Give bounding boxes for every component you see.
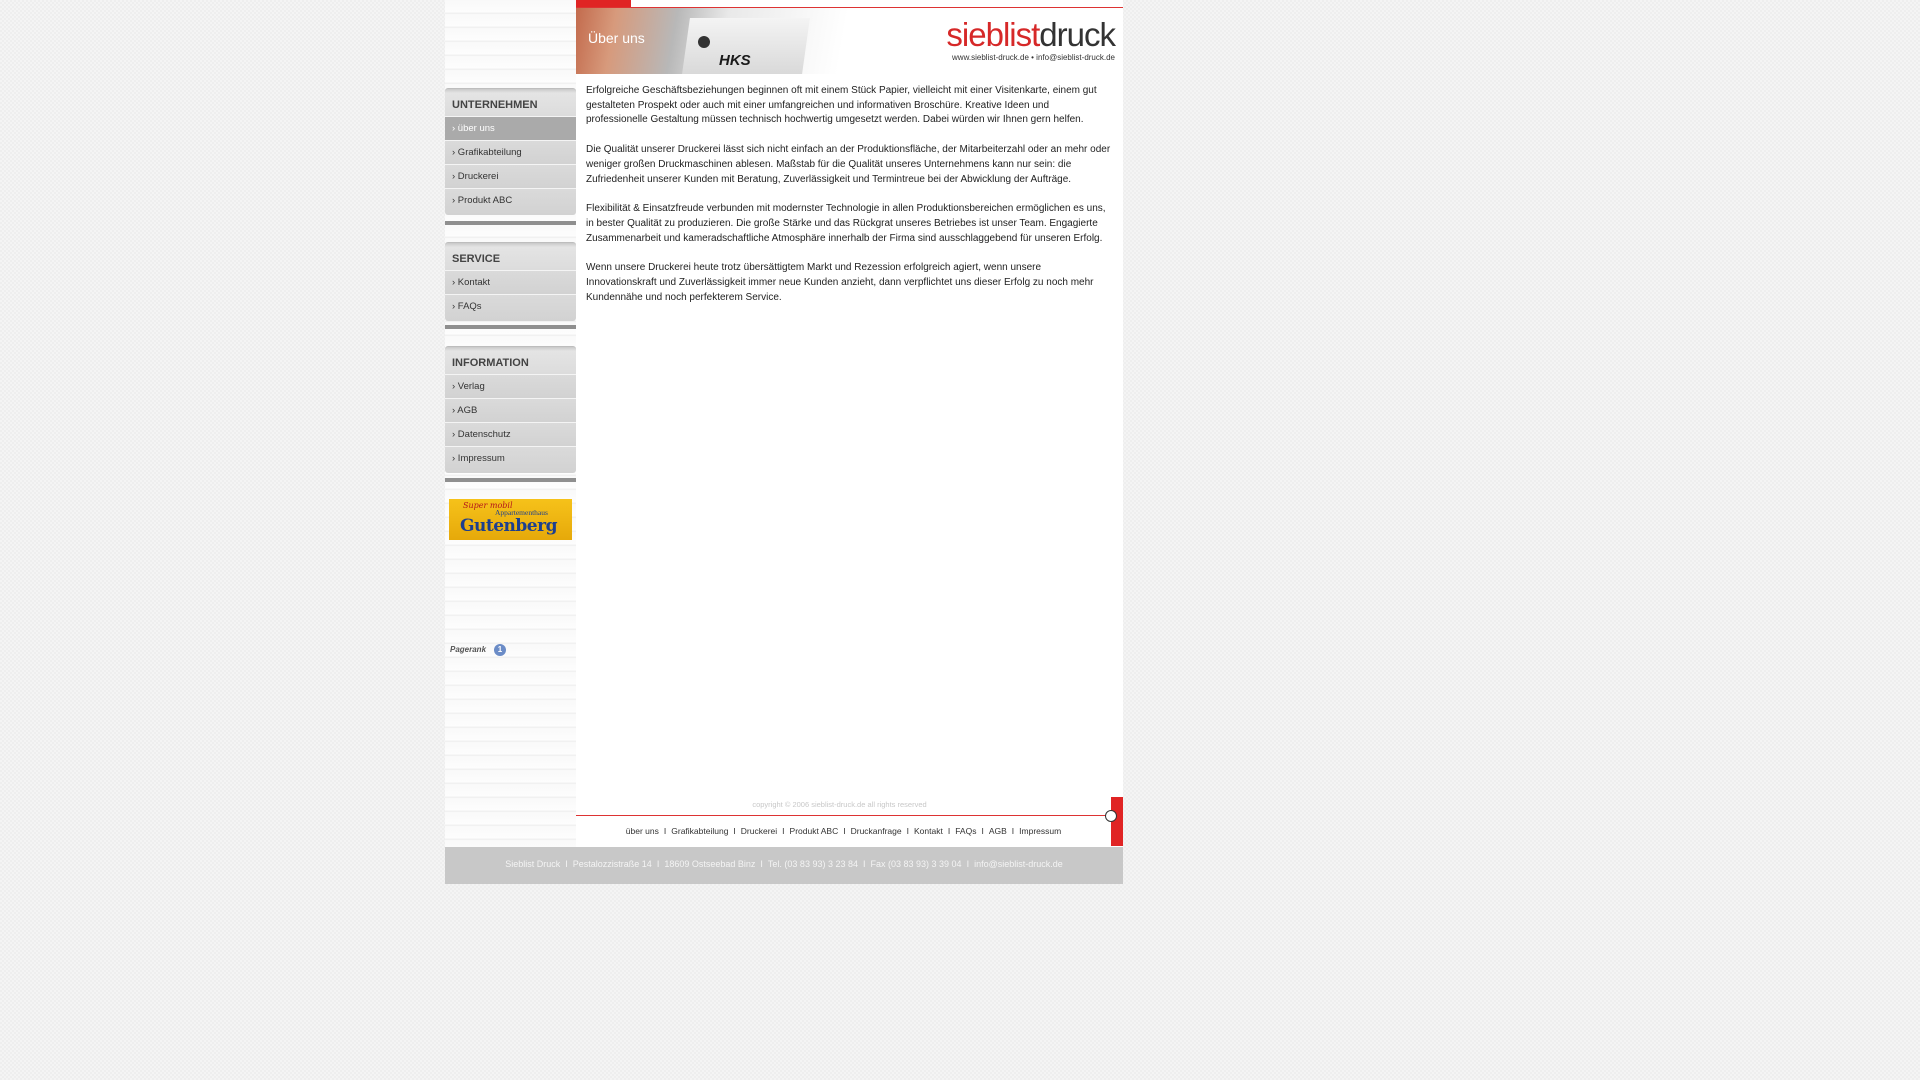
content-paragraph: Die Qualität unserer Druckerei lässt sich nicht einfach an der Produktionsfläche, der Mitarbeiterzahl oder an mehr oder weniger großen Druckmaschinen ablesen. Maßstab für die Qualität unseres Unternehmens kann nur sein: die Zufriedenheit unserer Kunden mit Beratung, Zuverlässigkeit und Termintreue bei der Abwicklung der Aufträge. [586, 144, 1111, 185]
logo-part-sieblist: sieblist [946, 16, 1040, 53]
swatch-knob [698, 36, 710, 48]
footer-link-druckanfrage[interactable]: Druckanfrage [850, 826, 902, 836]
copyright-text: copyright © 2006 sieblist-druck.de all rights reserved [752, 800, 927, 809]
footer-separator: I [906, 826, 909, 836]
contact-phone: Tel. (03 83 93) 3 23 84 [767, 859, 858, 869]
footer-nav [576, 826, 1111, 836]
nav-section-service [445, 242, 576, 321]
logo-part-druck: druck [1039, 16, 1115, 53]
contact-city: 18609 Ostseebad Binz [664, 859, 756, 869]
page-title: Über uns [588, 30, 645, 46]
sidebar-item-kontakt[interactable]: › Kontakt [445, 270, 576, 294]
pagerank-badge[interactable] [450, 644, 506, 656]
contact-company: Sieblist Druck [505, 859, 561, 869]
sidebar [445, 0, 576, 847]
footer-link-ueber-uns[interactable]: über uns [625, 826, 659, 836]
contact-separator: I [565, 859, 568, 869]
photo-hks-label: HKS [719, 52, 751, 69]
contact-street: Pestalozzistraße 14 [572, 859, 652, 869]
footer-red-marker [1111, 797, 1123, 846]
footer-link-druckerei[interactable]: Druckerei [740, 826, 778, 836]
nav-section-unternehmen [445, 88, 576, 215]
page-container [445, 0, 1123, 884]
footer-link-faqs[interactable]: FAQs [955, 826, 977, 836]
sidebar-item-impressum[interactable]: › Impressum [445, 446, 576, 473]
footer-separator: I [843, 826, 846, 836]
sidebar-item-datenschutz[interactable]: › Datenschutz [445, 422, 576, 446]
footer-link-impressum[interactable]: Impressum [1019, 826, 1062, 836]
pagerank-value: 1 [494, 644, 506, 656]
footer-link-agb[interactable]: AGB [988, 826, 1007, 836]
contact-separator: I [656, 859, 660, 869]
contact-separator: I [966, 859, 970, 869]
footer-separator: I [947, 826, 951, 836]
sidebar-item-grafikabteilung[interactable]: › Grafikabteilung [445, 140, 576, 164]
nav-heading-information: INFORMATION [445, 346, 576, 374]
header-red-tab [576, 0, 631, 7]
footer-separator: I [733, 826, 736, 836]
sidebar-item-produkt-abc[interactable]: › Produkt ABC [445, 188, 576, 215]
footer-link-kontakt[interactable]: Kontakt [914, 826, 943, 836]
content-paragraph: Erfolgreiche Geschäftsbeziehungen beginnen oft mit einem Stück Papier, vielleicht mit einer Visitenkarte, einem gut gestalteten Prospekt oder auch mit einer umfangreichen und informativen Broschüre. Kreative Ideen und professionelle Gestaltung müssen technisch hochwertig umgesetzt werden. Dabei würden wir Ihnen gern helfen. [586, 85, 1097, 126]
contact-email-link[interactable]: info@sieblist-druck.de [974, 859, 1063, 869]
main-content [586, 84, 1111, 320]
gutenberg-ad-banner[interactable] [449, 499, 572, 540]
content-paragraph: Wenn unsere Druckerei heute trotz übersättigtem Markt und Rezession erfolgreich agiert, wenn unsere Innovationskraft und Zuverlässigkeit immer neue Kunden anzieht, dann verpflichtet uns dieser Erfolg zu noch mehr Kundennähe und noch perfekterem Service. [586, 262, 1094, 303]
logo-urls: www.sieblist-druck.de • info@sieblist-druck.de [952, 53, 1115, 62]
sidebar-item-ueber-uns[interactable]: › über uns [445, 116, 576, 140]
nav-divider [445, 478, 576, 482]
header [576, 0, 1123, 74]
nav-heading-service: SERVICE [445, 242, 576, 270]
footer-separator: I [981, 826, 984, 836]
ad-title: Gutenberg [460, 516, 557, 536]
footer-separator: I [1011, 826, 1015, 836]
pagerank-label: Pagerank [450, 645, 487, 655]
footer-separator: I [663, 826, 667, 836]
ad-subtitle: Appartementhaus [495, 508, 548, 517]
site-logo[interactable] [946, 18, 1115, 62]
contact-fax: Fax (03 83 93) 3 39 04 [870, 859, 962, 869]
nav-section-information [445, 346, 576, 473]
sidebar-item-faqs[interactable]: › FAQs [445, 294, 576, 321]
crosshair-icon [1105, 810, 1117, 822]
sidebar-item-druckerei[interactable]: › Druckerei [445, 164, 576, 188]
nav-divider [445, 221, 576, 225]
nav-heading-unternehmen: UNTERNEHMEN [445, 88, 576, 116]
footer-link-produkt-abc[interactable]: Produkt ABC [789, 826, 839, 836]
content-paragraph: Flexibilität & Einsatzfreude verbunden mit modernster Technologie in allen Produktionsbereichen ermöglichen es uns, in bester Qualität zu produzieren. Die große Stärke und das Rückgrat unseres Betriebes ist unser Team. Engagierte Zusammenarbeit und kameradschaftliche Atmosphäre innerhalb der Firma sind ausschlaggebend für unseren Erfolg. [586, 203, 1106, 244]
contact-separator: I [760, 859, 763, 869]
footer-rule [576, 815, 1111, 816]
contact-bar [445, 847, 1123, 884]
footer-link-grafikabteilung[interactable]: Grafikabteilung [671, 826, 729, 836]
sidebar-item-verlag[interactable]: › Verlag [445, 374, 576, 398]
ad-tagline: Super mobil [463, 501, 513, 510]
footer-separator: I [782, 826, 785, 836]
contact-separator: I [862, 859, 866, 869]
nav-divider [445, 325, 576, 329]
sidebar-item-agb[interactable]: › AGB [445, 398, 576, 422]
